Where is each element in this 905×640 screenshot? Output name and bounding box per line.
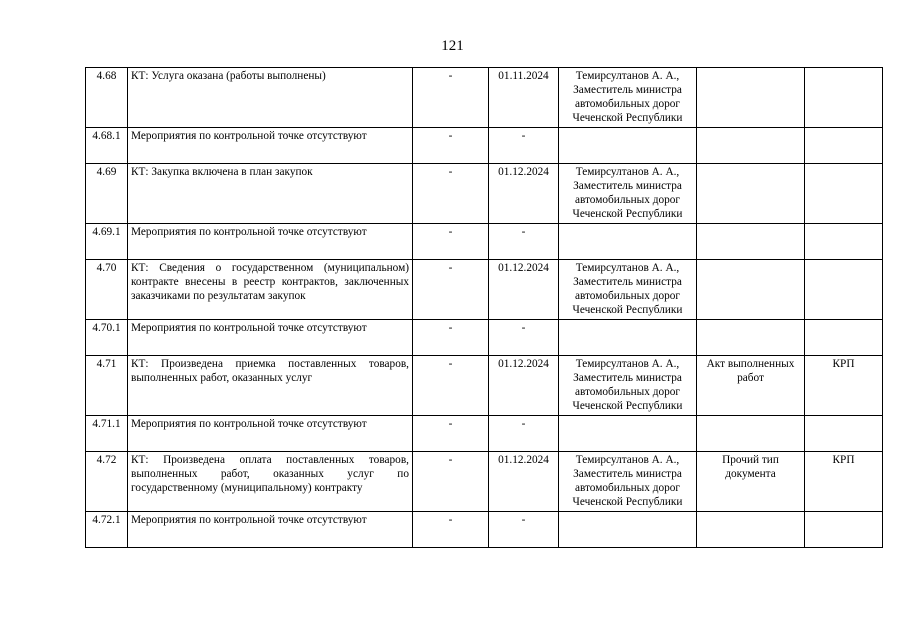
- row-number-cell: 4.72: [86, 452, 128, 512]
- row-name-cell: КТ: Закупка включена в план закупок: [128, 164, 413, 224]
- event-row: [86, 416, 883, 452]
- plan-table: [85, 67, 883, 548]
- row-document-type-cell: [697, 260, 805, 320]
- row-base-date-cell: -: [413, 128, 489, 164]
- event-row: [86, 128, 883, 164]
- row-base-date-cell: -: [413, 356, 489, 416]
- control-point-row: [86, 356, 883, 416]
- row-date-cell: -: [489, 128, 559, 164]
- row-responsible-cell: [559, 512, 697, 548]
- row-document-type-cell: [697, 224, 805, 260]
- row-responsible-cell: Темирсултанов А. А., Заместитель министра автомобильных дорог Чеченской Республики: [559, 68, 697, 128]
- row-base-date-cell: -: [413, 320, 489, 356]
- row-document-type-cell: [697, 320, 805, 356]
- page-number: 121: [441, 38, 464, 54]
- row-base-date-cell: -: [413, 512, 489, 548]
- row-system-cell: КРП: [805, 452, 883, 512]
- row-responsible-cell: [559, 224, 697, 260]
- row-name-cell: Мероприятия по контрольной точке отсутствуют: [128, 320, 413, 356]
- row-number-cell: 4.69.1: [86, 224, 128, 260]
- row-date-cell: 01.12.2024: [489, 356, 559, 416]
- row-date-cell: 01.12.2024: [489, 164, 559, 224]
- row-system-cell: [805, 260, 883, 320]
- row-responsible-cell: Темирсултанов А. А., Заместитель министра автомобильных дорог Чеченской Республики: [559, 260, 697, 320]
- row-number-cell: 4.68: [86, 68, 128, 128]
- row-system-cell: [805, 164, 883, 224]
- row-base-date-cell: -: [413, 260, 489, 320]
- row-document-type-cell: [697, 68, 805, 128]
- row-date-cell: -: [489, 224, 559, 260]
- row-date-cell: -: [489, 320, 559, 356]
- row-date-cell: -: [489, 512, 559, 548]
- row-system-cell: [805, 224, 883, 260]
- row-system-cell: [805, 416, 883, 452]
- row-document-type-cell: [697, 416, 805, 452]
- row-base-date-cell: -: [413, 416, 489, 452]
- row-base-date-cell: -: [413, 68, 489, 128]
- control-point-row: [86, 68, 883, 128]
- control-point-row: [86, 452, 883, 512]
- row-name-cell: Мероприятия по контрольной точке отсутствуют: [128, 128, 413, 164]
- row-date-cell: 01.12.2024: [489, 452, 559, 512]
- row-system-cell: [805, 512, 883, 548]
- row-system-cell: [805, 68, 883, 128]
- row-name-cell: КТ: Произведена оплата поставленных товаров, выполненных работ, оказанных услуг по государственному (муниципальному) контракту: [128, 452, 413, 512]
- row-base-date-cell: -: [413, 452, 489, 512]
- row-name-cell: КТ: Произведена приемка поставленных товаров, выполненных работ, оказанных услуг: [128, 356, 413, 416]
- control-point-row: [86, 260, 883, 320]
- row-number-cell: 4.71: [86, 356, 128, 416]
- row-name-cell: Мероприятия по контрольной точке отсутствуют: [128, 512, 413, 548]
- row-responsible-cell: Темирсултанов А. А., Заместитель министра автомобильных дорог Чеченской Республики: [559, 164, 697, 224]
- row-name-cell: КТ: Сведения о государственном (муниципальном) контракте внесены в реестр контрактов, заключенных заказчиками по результатам закупок: [128, 260, 413, 320]
- row-base-date-cell: -: [413, 164, 489, 224]
- row-system-cell: [805, 320, 883, 356]
- plan-table-body: [86, 68, 883, 548]
- row-responsible-cell: [559, 320, 697, 356]
- row-number-cell: 4.72.1: [86, 512, 128, 548]
- row-document-type-cell: Акт выполненных работ: [697, 356, 805, 416]
- row-number-cell: 4.71.1: [86, 416, 128, 452]
- event-row: [86, 320, 883, 356]
- row-document-type-cell: [697, 164, 805, 224]
- row-number-cell: 4.70: [86, 260, 128, 320]
- row-date-cell: 01.11.2024: [489, 68, 559, 128]
- event-row: [86, 512, 883, 548]
- row-number-cell: 4.68.1: [86, 128, 128, 164]
- row-system-cell: КРП: [805, 356, 883, 416]
- event-row: [86, 224, 883, 260]
- row-responsible-cell: [559, 416, 697, 452]
- row-document-type-cell: [697, 128, 805, 164]
- control-point-row: [86, 164, 883, 224]
- row-name-cell: Мероприятия по контрольной точке отсутствуют: [128, 416, 413, 452]
- row-responsible-cell: Темирсултанов А. А., Заместитель министра автомобильных дорог Чеченской Республики: [559, 452, 697, 512]
- row-date-cell: -: [489, 416, 559, 452]
- row-system-cell: [805, 128, 883, 164]
- row-responsible-cell: [559, 128, 697, 164]
- row-document-type-cell: Прочий тип документа: [697, 452, 805, 512]
- row-responsible-cell: Темирсултанов А. А., Заместитель министра автомобильных дорог Чеченской Республики: [559, 356, 697, 416]
- row-date-cell: 01.12.2024: [489, 260, 559, 320]
- row-number-cell: 4.69: [86, 164, 128, 224]
- row-name-cell: КТ: Услуга оказана (работы выполнены): [128, 68, 413, 128]
- row-number-cell: 4.70.1: [86, 320, 128, 356]
- row-name-cell: Мероприятия по контрольной точке отсутствуют: [128, 224, 413, 260]
- row-document-type-cell: [697, 512, 805, 548]
- row-base-date-cell: -: [413, 224, 489, 260]
